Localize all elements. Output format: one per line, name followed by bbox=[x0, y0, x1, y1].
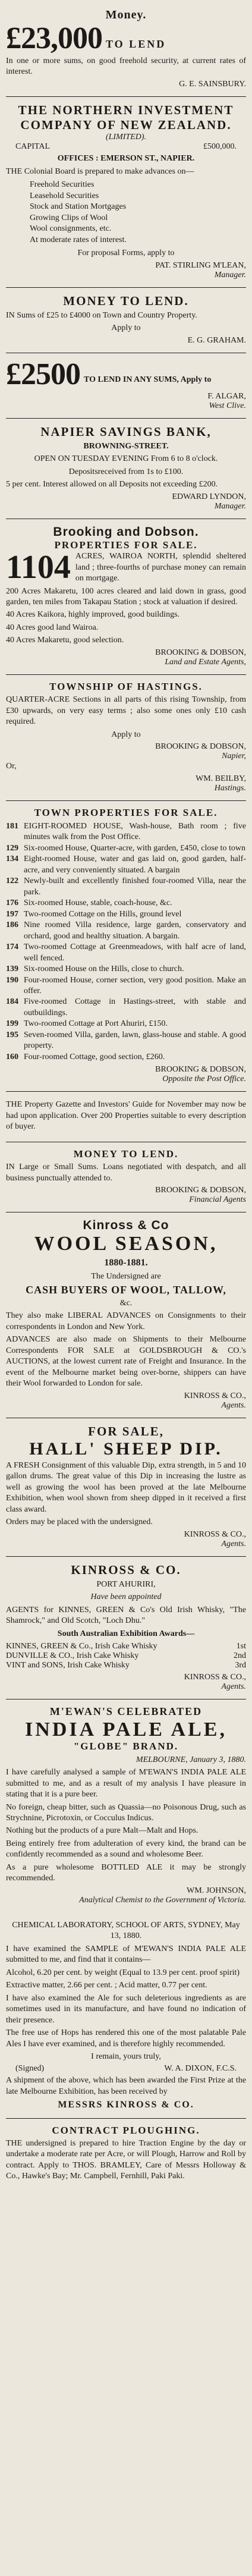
sheep-dip-signer: KINROSS & CO., bbox=[184, 1529, 246, 1539]
mewan-signer: WM. JOHNSON, bbox=[187, 1886, 246, 1895]
item-description: Two-roomed Cottage on the Hills, ground level bbox=[24, 909, 182, 919]
town-signer: BROOKING & DOBSON, bbox=[155, 1065, 246, 1075]
list-item: Leasehold Securities bbox=[30, 191, 99, 200]
globe-brand: "GLOBE" BRAND. bbox=[73, 1741, 179, 1752]
lab-ad bbox=[6, 1912, 246, 2119]
newspaper-column bbox=[6, 0, 246, 2191]
list-item bbox=[6, 920, 246, 942]
india-pale-ale-banner: INDIA PALE ALE, bbox=[25, 1718, 227, 1741]
list-item bbox=[6, 975, 246, 997]
mewan-p3: Nothing but the products of a pure Malt—Malt and Hops. bbox=[6, 1826, 199, 1836]
money-ad bbox=[6, 2, 246, 97]
brooking-banner: Brooking and Dobson. bbox=[53, 524, 199, 539]
sheep-dip-p2: Orders may be placed with the undersigned. bbox=[6, 1518, 153, 1527]
money-signer: G. E. SAINSBURY. bbox=[179, 79, 246, 89]
item-number: 197 bbox=[6, 909, 18, 919]
kinross2-signer: KINROSS & CO., bbox=[184, 1673, 246, 1682]
savings-bank-role: Manager. bbox=[214, 501, 246, 511]
kinross-p2: ADVANCES are also made on Shipments to their Melbourne Correspondents FOR SALE at GOLDSBROUGH & CO.'s AUCTIONS, at the lowest current rate of Freight and Insurance. In the event of the Melbourne market being over-borne, shippers can have their Wool forwarded to London for sale. bbox=[6, 1335, 246, 1388]
ploughing-ad bbox=[6, 2119, 246, 2191]
item-description: Four-roomed Cottage, good section, £260. bbox=[24, 1052, 165, 1061]
mewan-p4: Being entirely free from adulteration of every kind, the brand can be confidently recommended as a sound and wholesome Beer. bbox=[6, 1839, 246, 1859]
mewan-title: M'EWAN'S CELEBRATED bbox=[49, 1705, 203, 1718]
hastings-place2: Hastings. bbox=[214, 783, 246, 793]
lend2500-amount: £2500 bbox=[6, 357, 80, 391]
lab-p4: I have also examined the Ale for such deleterious ingredients as are sometimes used in its manufacture, and have found no indication of their presence. bbox=[6, 1993, 246, 2025]
item-description: Nine roomed Villa residence, large garden, conservatory and orchard, good and healthy situation. A bargain. bbox=[24, 921, 246, 941]
list-item: Stock and Station Mortgages bbox=[30, 202, 127, 212]
item-number: 122 bbox=[6, 877, 18, 886]
mewan-p2: No foreign, cheap bitter, such as Quassia—no Poisonous Drug, such as Strychnine, Picrotoxin, or Cocculus Indicus. bbox=[6, 1802, 246, 1823]
list-item: Freehold Securities bbox=[30, 180, 94, 190]
table-row bbox=[6, 1651, 246, 1661]
kinross-whisky-ad bbox=[6, 1557, 246, 1700]
mewan-p1: I have carefully analysed a sample of M'EWAN'S INDIA PALE ALE submitted to me, and as a result of my analysis I have pleasure in stating that it is a pure beer. bbox=[6, 1768, 246, 1799]
plough-text: THE undersigned is prepared to hire Traction Engine by the day or undertake a moderate rate per Acre, or will Plough, Harrow and Roll by contract. Apply to THOS. BRAMLEY, Care of Messrs Holloway & Co., Hawke's Bay; Mr. Campbell, Fernhill, Paki Paki. bbox=[6, 2138, 246, 2181]
savings-bank-signer: EDWARD LYNDON, bbox=[172, 492, 246, 501]
town-role: Opposite the Post Office. bbox=[162, 1075, 246, 1084]
capital-label: CAPITAL bbox=[15, 142, 50, 152]
money-lend-signer: E. G. GRAHAM. bbox=[187, 335, 246, 345]
savings-bank-text2: Depositsreceived from 1s to £100. bbox=[68, 467, 184, 476]
awards-table bbox=[6, 1642, 246, 1670]
lend2500-row bbox=[6, 359, 246, 390]
sheep-dip-ad bbox=[6, 1418, 246, 1557]
item-description: Eight-roomed House, water and gas laid on, good garden, half-acre, and very conveniently situated. A bargain bbox=[24, 855, 246, 875]
hastings-signer1: BROOKING & DOBSON, bbox=[155, 742, 246, 752]
list-item bbox=[6, 909, 246, 920]
item-description: Newly-built and excellently finished four-roomed Villa, near the park. bbox=[24, 877, 246, 897]
item-description: Two-roomed Cottage at Greenmeadows, with half acre of land, well fenced. bbox=[24, 943, 246, 963]
hastings-apply: Apply to bbox=[111, 730, 141, 739]
award-rank: 3rd bbox=[235, 1661, 246, 1670]
kinross-p1: They also make LIBERAL ADVANCES on Consignments to their correspondents in London and New York. bbox=[6, 1311, 246, 1331]
savings-bank-text3: 5 per cent. Interest allowed on all Deposits not exceeding £200. bbox=[6, 480, 218, 489]
mewan-p5: As a pure wholesome BOTTLED ALE it may be strongly recommended. bbox=[6, 1862, 246, 1883]
kinross-wool-ad bbox=[6, 1212, 246, 1418]
money-lend2-signer: BROOKING & DOBSON, bbox=[155, 1186, 246, 1195]
savings-bank-text1: OPEN ON TUESDAY EVENING From 6 to 8 o'clock. bbox=[34, 454, 218, 464]
savings-bank-title: NAPIER SAVINGS BANK, bbox=[40, 424, 212, 439]
list-item bbox=[6, 997, 246, 1019]
lab-remain: I remain, yours truly, bbox=[91, 2052, 161, 2061]
kinross-intro: The Undersigned are bbox=[91, 1271, 161, 1281]
item-number: 181 bbox=[6, 821, 18, 831]
money-header: Money. bbox=[105, 8, 147, 21]
lab-signer: W. A. DIXON, F.C.S. bbox=[164, 2064, 237, 2074]
brooking-lead bbox=[6, 551, 246, 584]
gazette-text: THE Property Gazette and Investors' Guide for November may now be had upon application. Over 200 Properties suitable to every description of buyer. bbox=[6, 1100, 246, 1132]
table-row bbox=[6, 1642, 246, 1651]
town-list bbox=[6, 821, 246, 1063]
list-item: At moderate rates of interest. bbox=[30, 235, 127, 244]
money-lend-ad bbox=[6, 288, 246, 353]
hastings-place1: Napier, bbox=[222, 752, 246, 761]
item-number: 160 bbox=[6, 1052, 18, 1061]
nz-forms: For proposal Forms, apply to bbox=[77, 249, 175, 258]
money-lend-apply: Apply to bbox=[111, 323, 141, 333]
item-description: Four-roomed House, corner section, very good position. Make an offer. bbox=[24, 975, 246, 996]
brooking-p4: 40 Acres good land Wairoa. bbox=[6, 623, 99, 632]
list-item bbox=[6, 1052, 246, 1063]
item-number: 184 bbox=[6, 997, 18, 1007]
town-properties-ad bbox=[6, 801, 246, 1092]
money-lend2-text: IN Large or Small Sums. Loans negotiated with despatch, and all business punctually attended to. bbox=[6, 1163, 246, 1183]
kinross-signer: KINROSS & CO., bbox=[184, 1391, 246, 1400]
hastings-ad bbox=[6, 675, 246, 801]
cash-buyers: CASH BUYERS OF WOOL, TALLOW, bbox=[26, 1284, 226, 1296]
savings-bank-ad bbox=[6, 419, 246, 519]
item-number: 195 bbox=[6, 1030, 18, 1039]
mewan-ad bbox=[6, 1699, 246, 1912]
nz-items-list bbox=[6, 180, 246, 246]
nz-signer-role: Manager. bbox=[214, 270, 246, 279]
item-number: 186 bbox=[6, 921, 18, 930]
mewan-role: Analytical Chemist to the Government of Victoria. bbox=[79, 1895, 246, 1905]
list-item: Wool consignments, etc. bbox=[30, 224, 112, 234]
list-item bbox=[6, 843, 246, 854]
list-item bbox=[6, 942, 246, 964]
mewan-date: MELBOURNE, January 3, 1880. bbox=[136, 1755, 246, 1764]
lab-signed-row bbox=[6, 2064, 246, 2074]
award-name: VINT and SONS, Irish Cake Whisky bbox=[6, 1661, 130, 1670]
nz-company-limited: (LIMITED). bbox=[105, 133, 147, 142]
item-description: Six-roomed House, Quarter-acre, with garden, £450, close to town bbox=[24, 843, 245, 853]
money-amount: £23,000 bbox=[6, 21, 102, 55]
nz-company-title: THE NORTHERN INVESTMENT COMPANY OF NEW ZEALAND. bbox=[18, 102, 234, 133]
town-title: TOWN PROPERTIES FOR SALE. bbox=[34, 806, 218, 818]
nz-offices: OFFICES : EMERSON ST., NAPIER. bbox=[57, 154, 195, 164]
item-number: 139 bbox=[6, 965, 18, 974]
nz-signer: PAT. STIRLING M'LEAN, bbox=[155, 260, 246, 270]
lab-p2: Alcohol, 6.20 per cent. by weight (Equal to 13.9 per cent. proof spirit) bbox=[6, 1968, 240, 1977]
nz-capital-row bbox=[6, 142, 246, 152]
item-number: 190 bbox=[6, 975, 18, 985]
item-description: Six-roomed House on the Hills, close to church. bbox=[24, 965, 184, 974]
lab-p1: I have examined the SAMPLE of M'EWAN'S INDIA PALE ALE submitted to me, and find that it contains— bbox=[6, 1944, 246, 1965]
list-item bbox=[6, 821, 246, 843]
list-item bbox=[6, 876, 246, 898]
brooking-big-number: 1104 bbox=[6, 549, 71, 586]
sheep-dip-p1: A FRESH Consignment of this valuable Dip, extra strength, in 5 and 10 gallon drums. The great value of this Dip in increasing the lustre as well as growing the wool has been proved at the late Melbourne Exhibition, when wool shown from sheep dipped in it received a first class award. bbox=[6, 1460, 246, 1514]
wool-season-banner: WOOL SEASON, bbox=[34, 1233, 218, 1255]
kinross2-appointed: Have been appointed bbox=[90, 1592, 162, 1602]
sheep-dip-role: Agents. bbox=[221, 1539, 246, 1548]
brooking-ad bbox=[6, 519, 246, 675]
money-lend2-ad bbox=[6, 1142, 246, 1212]
cash-buyers-sub: &c. bbox=[119, 1299, 133, 1308]
lend2500-text: TO LEND IN ANY SUMS, Apply to bbox=[84, 375, 212, 385]
award-name: KINNES, GREEN & Co., Irish Cake Whisky bbox=[6, 1642, 158, 1651]
lend2500-ad bbox=[6, 353, 246, 419]
hastings-signer2: WM. BEILBY, bbox=[196, 774, 246, 783]
brooking-signer: BROOKING & DOBSON, bbox=[155, 648, 246, 657]
list-item bbox=[6, 854, 246, 876]
brooking-p3: 40 Acres Kaikora, highly improved, good buildings. bbox=[6, 610, 180, 620]
gazette-ad bbox=[6, 1092, 246, 1142]
money-amount-row bbox=[6, 23, 246, 54]
money-lend2-title: MONEY TO LEND. bbox=[73, 1148, 179, 1160]
kinross-role: Agents. bbox=[221, 1400, 246, 1410]
sheep-dip-banner: HALL' SHEEP DIP. bbox=[29, 1438, 223, 1459]
brooking-p1: ACRES, WAIROA NORTH, splendid sheltered land ; three-fourths of purchase money can remain on mortgage. bbox=[75, 552, 246, 583]
item-description: EIGHT-ROOMED HOUSE, Wash-house, Bath room ; five minutes walk from the Post Office. bbox=[24, 821, 246, 842]
nz-intro: THE Colonial Board is prepared to make advances on— bbox=[6, 167, 194, 176]
kinross2-brand: KINROSS & CO. bbox=[71, 1562, 181, 1577]
lend2500-signer: F. ALGAR, bbox=[207, 391, 246, 401]
brooking-role: Land and Estate Agents, bbox=[165, 657, 246, 667]
plough-title: CONTRACT PLOUGHING. bbox=[52, 2124, 200, 2136]
kinross2-p1: AGENTS for KINNES, GREEN & Co's Old Irish Whisky, "The Shamrock," and Old Scotch, "Loch Dhu." bbox=[6, 1605, 246, 1626]
award-rank: 1st bbox=[236, 1642, 246, 1651]
lab-head: CHEMICAL LABORATORY, SCHOOL OF ARTS, SYDNEY, May 13, 1880. bbox=[12, 1920, 240, 1941]
item-number: 129 bbox=[6, 843, 18, 853]
item-description: Two-roomed Cottage at Port Ahuriri, £150. bbox=[24, 1019, 168, 1029]
award-name: DUNVILLE & CO., Irish Cake Whisky bbox=[6, 1651, 139, 1661]
item-description: Five-roomed Cottage in Hastings-street, with stable and outbuildings. bbox=[24, 997, 246, 1017]
list-item: Growing Clips of Wool bbox=[30, 213, 108, 222]
item-number: 174 bbox=[6, 943, 18, 952]
money-text: In one or more sums, on good freehold security, at current rates of interest. bbox=[6, 56, 246, 77]
money-lend2-role: Financial Agents bbox=[189, 1195, 246, 1205]
hastings-or: Or, bbox=[6, 762, 17, 771]
list-item bbox=[6, 898, 246, 909]
kinross-brand: Kinross & Co bbox=[83, 1218, 169, 1233]
sheep-dip-title: FOR SALE, bbox=[88, 1424, 164, 1438]
list-item bbox=[6, 1019, 246, 1029]
hastings-title: TOWNSHIP OF HASTINGS. bbox=[49, 680, 203, 692]
hastings-text: QUARTER-ACRE Sections in all parts of this rising Township, from £30 upwards, on very easy terms ; also some ones only £10 cash required. bbox=[6, 695, 246, 727]
list-item bbox=[6, 1030, 246, 1052]
savings-bank-sub: BROWNING-STREET. bbox=[83, 441, 169, 451]
award-rank: 2nd bbox=[234, 1651, 246, 1661]
award-title: South Australian Exhibition Awards— bbox=[57, 1629, 195, 1638]
item-number: 199 bbox=[6, 1019, 18, 1029]
money-lend-text: IN Sums of £25 to £4000 on Town and Country Property. bbox=[6, 310, 197, 320]
brooking-p2: 200 Acres Makaretu, 100 acres cleared and laid down in grass, good garden, ten miles from Takapau Station ; stock at valuation if desired. bbox=[6, 586, 246, 607]
list-item bbox=[6, 964, 246, 975]
brooking-p5: 40 Acres Makaretu, good selection. bbox=[6, 636, 124, 645]
item-number: 134 bbox=[6, 855, 18, 864]
wool-season-years: 1880-1881. bbox=[104, 1258, 148, 1268]
nz-company-ad bbox=[6, 97, 246, 288]
table-row bbox=[6, 1661, 246, 1670]
money-to-lend: TO LEND bbox=[106, 38, 166, 50]
item-description: Six-roomed House, stable, coach-house, &c. bbox=[24, 899, 172, 908]
lab-p3: Extractive matter, 2.66 per cent. ; Acid matter, 0.77 per cent. bbox=[6, 1981, 207, 1990]
item-description: Seven-roomed Villa, garden, lawn, glass-house and stable. A good property. bbox=[24, 1030, 246, 1051]
lend2500-place: West Clive. bbox=[209, 401, 246, 410]
brooking-title: PROPERTIES FOR SALE. bbox=[54, 539, 198, 551]
lab-signed-label: (Signed) bbox=[15, 2064, 45, 2074]
lab-agents: MESSRS KINROSS & CO. bbox=[58, 2100, 194, 2110]
kinross2-role: Agents. bbox=[221, 1682, 246, 1692]
money-lend-title: MONEY TO LEND. bbox=[63, 293, 189, 308]
kinross2-place: PORT AHURIRI, bbox=[96, 1579, 156, 1589]
lab-p5: The free use of Hops has rendered this one of the most palatable Pale Ales I have ever examined, and is therefore highly recommended. bbox=[6, 2028, 246, 2049]
capital-value: £500,000. bbox=[203, 142, 237, 152]
lab-p6: A shipment of the above, which has been awarded the First Prize at the late Melbourne Exhibition, has been received by bbox=[6, 2076, 246, 2096]
item-number: 176 bbox=[6, 899, 18, 908]
